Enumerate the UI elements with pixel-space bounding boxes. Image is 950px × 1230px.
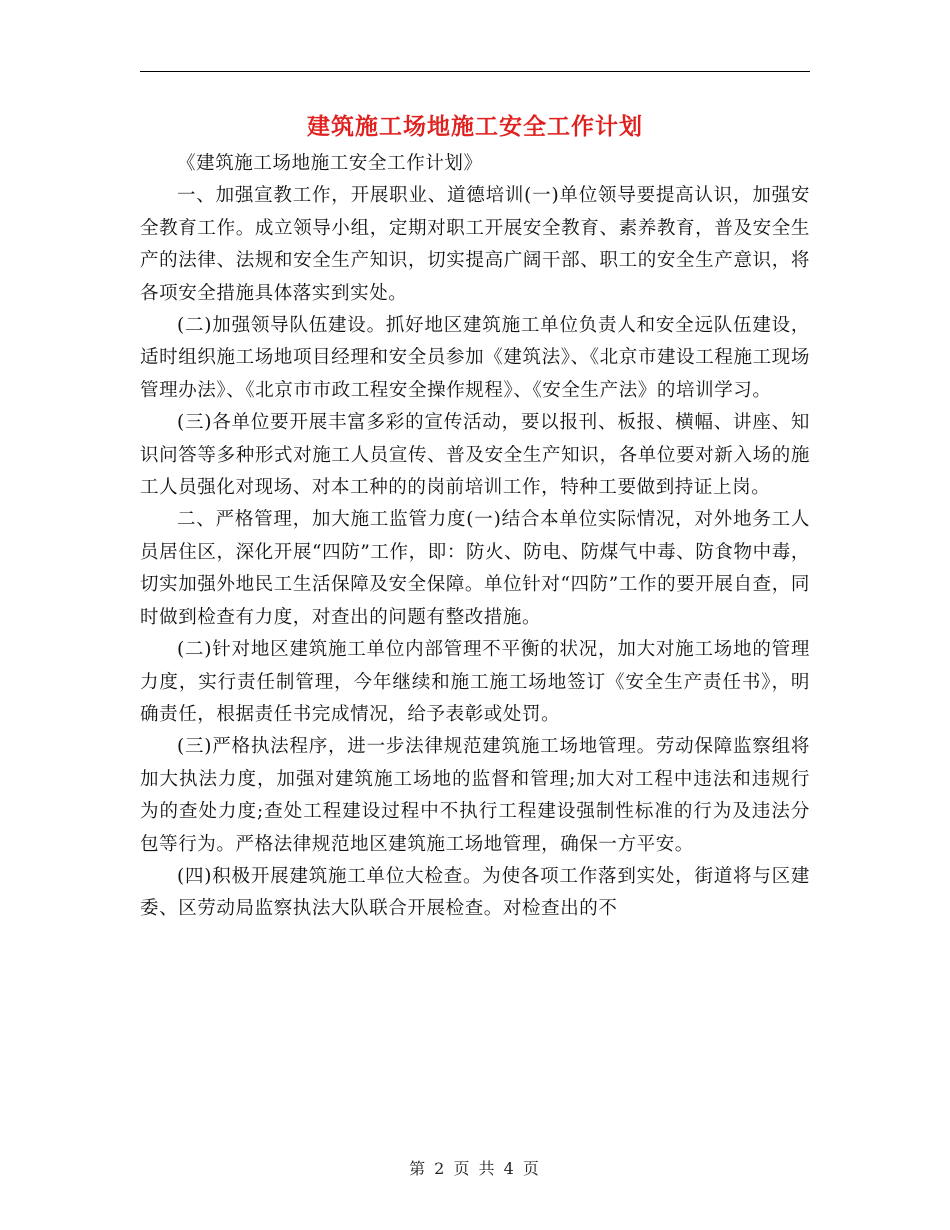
paragraph-inspection: (四)积极开展建筑施工单位大检查。为使各项工作落到实处，街道将与区建委、区劳动局监察执法大队联合开展检查。对检查出的不 [140,865,810,920]
document-title: 建筑施工场地施工安全工作计划 [307,113,643,140]
paragraph-doc-name: 《建筑施工场地施工安全工作计划》 [177,153,483,174]
paragraph-responsibility: (二)针对地区建筑施工单位内部管理不平衡的状况，加大对施工场地的管理力度，实行责任制管理，今年继续和施工施工场地签订《安全生产责任书》，明确责任，根据责任书完成情况，给予表彰或处罚。 [140,639,810,725]
paragraph-publicity: (三)各单位要开展丰富多彩的宣传活动，要以报刊、板报、横幅、讲座、知识问答等多种形式对施工人员宣传、普及安全生产知识，各单位要对新入场的施工人员强化对现场、对本工种的的岗前培训工作，特种工要做到持证上岗。 [140,412,810,499]
page-number-footer: 第 2 页 共 4 页 [409,1159,541,1178]
paragraph-education: 一、加强宣教工作，开展职业、道德培训(一)单位领导要提高认识，加强安全教育工作。成立领导小组，定期对职工开展安全教育、素养教育，普及安全生产的法律、法规和安全生产知识，切实提高广阔干部、职工的安全生产意识，将各项安全措施具体落实到实处。 [140,185,810,304]
paragraph-enforcement: (三)严格执法程序，进一步法律规范建筑施工场地管理。劳动保障监察组将加大执法力度，加强对建筑施工场地的监督和管理;加大对工程中违法和违规行为的查处力度;查处工程建设过程中不执行工程建设强制性标准的行为及违法分包等行为。严格法律规范地区建筑施工场地管理，确保一方平安。 [140,736,810,855]
paragraph-management: 二、严格管理，加大施工监管力度(一)结合本单位实际情况，对外地务工人员居住区，深化开展“四防”工作，即：防火、防电、防煤气中毒、防食物中毒，切实加强外地民工生活保障及安全保障。单位针对“四防”工作的要开展自查，同时做到检查有力度，对查出的问题有整改措施。 [140,509,810,628]
document-body [140,148,810,926]
paragraph-leadership: (二)加强领导队伍建设。抓好地区建筑施工单位负责人和安全远队伍建设，适时组织施工场地项目经理和安全员参加《建筑法》、《北京市建设工程施工现场管理办法》、《北京市市政工程安全操作规程》、《安全生产法》的培训学习。 [140,315,810,401]
header-rule [140,71,810,72]
